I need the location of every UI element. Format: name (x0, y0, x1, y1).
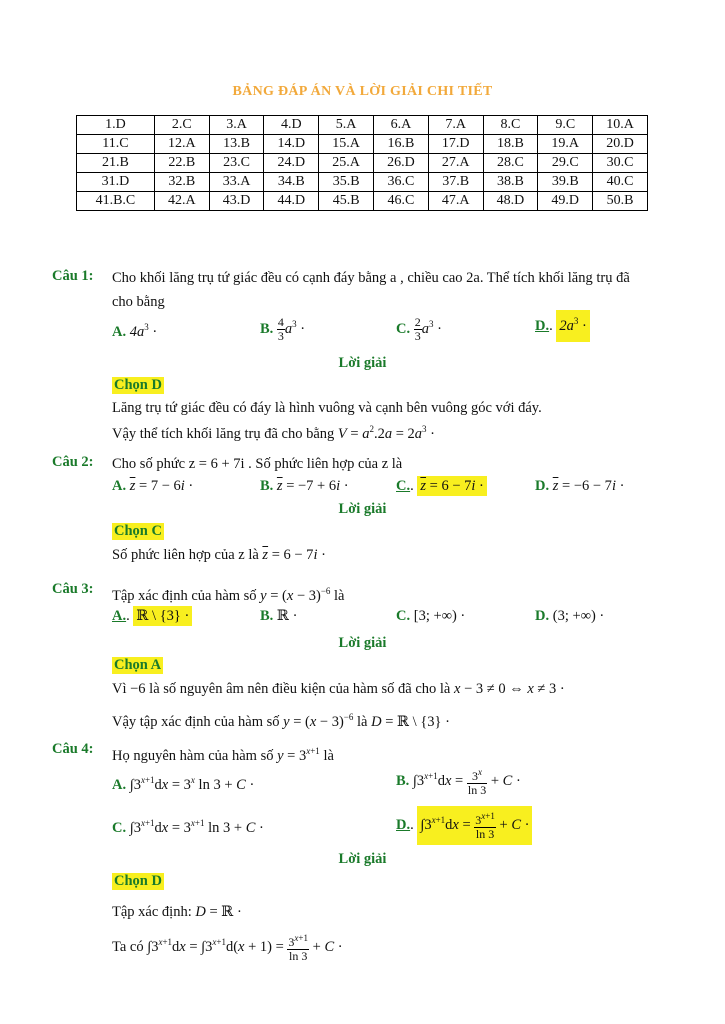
answer-cell: 9.C (538, 116, 593, 135)
answer-cell: 15.A (319, 135, 374, 154)
page-title: BẢNG ĐÁP ÁN VÀ LỜI GIẢI CHI TIẾT (232, 84, 493, 99)
answer-cell: 44.D (264, 192, 319, 211)
answer-cell: 3.A (209, 116, 264, 135)
answer-cell: 40.C (593, 173, 648, 192)
q4-solution-line-2: Ta có $\int 3^{x+1}dx = \int 3^{x+1}d(x + 1)$ = $\frac{3^{x+1}}{\ln 3}$ + C · (112, 933, 343, 963)
answer-cell: 20.D (593, 135, 648, 154)
q4-solution-heading: Lời giải (338, 851, 387, 867)
answer-table-row (77, 116, 648, 135)
q2-option-d: D. $\overline{z} = -6 - 7i$ · (535, 478, 625, 494)
q4-option-b: B. $\int 3^{x+1}dx$ = $\frac{3^x}{\ln 3}$ + C · (396, 767, 521, 797)
answer-cell: 28.C (483, 154, 538, 173)
q1-option-d: D.. $2a^3$ · (535, 316, 590, 335)
q1-option-a: A. $4a^3$ · (112, 322, 158, 340)
answer-cell: 10.A (593, 116, 648, 135)
answer-cell: 11.C (77, 135, 155, 154)
q2-solution-heading: Lời giải (338, 501, 387, 517)
q3-option-c: C. [3; +∞) · (396, 608, 466, 624)
q2-option-c: C.. $\overline{z} = 6 - 7i$ · (396, 478, 487, 495)
answer-cell: 32.B (154, 173, 209, 192)
q2-chosen-answer: Chọn C (114, 523, 162, 539)
question-2-label: Câu 2: (52, 454, 94, 470)
answer-cell: 2.C (154, 116, 209, 135)
answer-cell: 49.D (538, 192, 593, 211)
answer-cell: 29.C (538, 154, 593, 173)
answer-cell: 8.C (483, 116, 538, 135)
answer-cell: 18.B (483, 135, 538, 154)
answer-cell: 13.B (209, 135, 264, 154)
q1-option-c: C. $\frac{2}{3}$ $a^3$ · (396, 315, 442, 343)
answer-cell: 19.A (538, 135, 593, 154)
answer-cell: 30.C (593, 154, 648, 173)
answer-table-row (77, 154, 648, 173)
answer-cell: 27.A (428, 154, 483, 173)
q4-solution-line-1: Tập xác định: D = ℝ · (112, 904, 242, 920)
q1-chosen-answer: Chọn D (114, 377, 162, 393)
answer-cell: 16.B (374, 135, 429, 154)
q1-option-b: B. $\frac{4}{3}$ $a^3$ · (260, 315, 306, 343)
question-4-stem: Họ nguyên hàm của hàm số $y = 3^{x+1}$ là (112, 746, 334, 764)
answer-cell: 6.A (374, 116, 429, 135)
q3-option-a: A.. ℝ \ {3} · (112, 608, 192, 625)
answer-cell: 36.C (374, 173, 429, 192)
answer-table-row (77, 192, 648, 211)
answer-cell: 26.D (374, 154, 429, 173)
answer-cell: 34.B (264, 173, 319, 192)
answer-cell: 41.B.C (77, 192, 155, 211)
question-1-label: Câu 1: (52, 268, 94, 284)
answer-cell: 25.A (319, 154, 374, 173)
answer-cell: 21.B (77, 154, 155, 173)
answer-table-row (77, 135, 648, 154)
q1-solution-heading: Lời giải (338, 355, 387, 371)
q1-solution-line-1: Lăng trụ tứ giác đều có đáy là hình vuông và cạnh bên vuông góc với đáy. (112, 400, 542, 416)
answer-cell: 5.A (319, 116, 374, 135)
answer-cell: 37.B (428, 173, 483, 192)
q3-option-b: B. ℝ · (260, 608, 298, 624)
answer-cell: 24.D (264, 154, 319, 173)
q2-solution-line: Số phức liên hợp của z là $\overline{z} = 6 - 7i$ · (112, 547, 326, 563)
answer-cell: 1.D (77, 116, 155, 135)
answer-cell: 7.A (428, 116, 483, 135)
answer-cell: 50.B (593, 192, 648, 211)
question-4-label: Câu 4: (52, 741, 94, 757)
q1-solution-line-2: Vậy thể tích khối lăng trụ đã cho bằng $V = a^2.2a = 2a^3$ · (112, 424, 435, 442)
q3-option-d: D. (3; +∞) · (535, 608, 605, 624)
answer-table-row (77, 173, 648, 192)
answer-cell: 14.D (264, 135, 319, 154)
q4-option-a: A. $\int 3^{x+1}dx = 3^x$ ln 3 + C · (112, 775, 255, 793)
q3-solution-line-1: Vì −6 là số nguyên âm nên điều kiện của hàm số đã cho là x − 3 ≠ 0 ⇔ x ≠ 3 · (112, 681, 565, 697)
answer-cell: 43.D (209, 192, 264, 211)
answer-cell: 12.A (154, 135, 209, 154)
answer-cell: 22.B (154, 154, 209, 173)
answer-cell: 35.B (319, 173, 374, 192)
answer-cell: 17.D (428, 135, 483, 154)
answer-cell: 48.D (483, 192, 538, 211)
answer-cell: 31.D (77, 173, 155, 192)
answer-cell: 4.D (264, 116, 319, 135)
q3-solution-line-2: Vậy tập xác định của hàm số $y = (x - 3)^{-6}$ là D = ℝ \ {3} · (112, 712, 450, 730)
q2-option-a: A. $\overline{z} = 7 - 6i$ · (112, 478, 194, 494)
q3-chosen-answer: Chọn A (114, 657, 162, 673)
question-3-stem: Tập xác định của hàm số $y = (x - 3)^{-6}$ là (112, 586, 345, 604)
question-2-stem: Cho số phức z = 6 + 7i . Số phức liên hợp của z là (112, 456, 403, 472)
answer-cell: 38.B (483, 173, 538, 192)
q4-option-c: C. $\int 3^{x+1}dx = 3^{x+1}$ ln 3 + C · (112, 818, 264, 836)
answer-cell: 42.A (154, 192, 209, 211)
answer-cell: 45.B (319, 192, 374, 211)
question-3-label: Câu 3: (52, 581, 94, 597)
answer-cell: 33.A (209, 173, 264, 192)
answer-cell: 23.C (209, 154, 264, 173)
answer-cell: 47.A (428, 192, 483, 211)
q3-solution-heading: Lời giải (338, 635, 387, 651)
answer-table (76, 115, 648, 211)
question-1-stem: Cho khối lăng trụ tứ giác đều có cạnh đáy bằng a , chiều cao 2a. Thể tích khối lăng trụ đã cho bằng (112, 270, 630, 310)
q4-chosen-answer: Chọn D (114, 873, 162, 889)
q2-option-b: B. $\overline{z} = -7 + 6i$ · (260, 478, 349, 494)
q4-option-d: D.. $\int 3^{x+1}dx$ = $\frac{3^{x+1}}{\ln 3}$ + C · (396, 806, 532, 845)
answer-cell: 46.C (374, 192, 429, 211)
answer-cell: 39.B (538, 173, 593, 192)
